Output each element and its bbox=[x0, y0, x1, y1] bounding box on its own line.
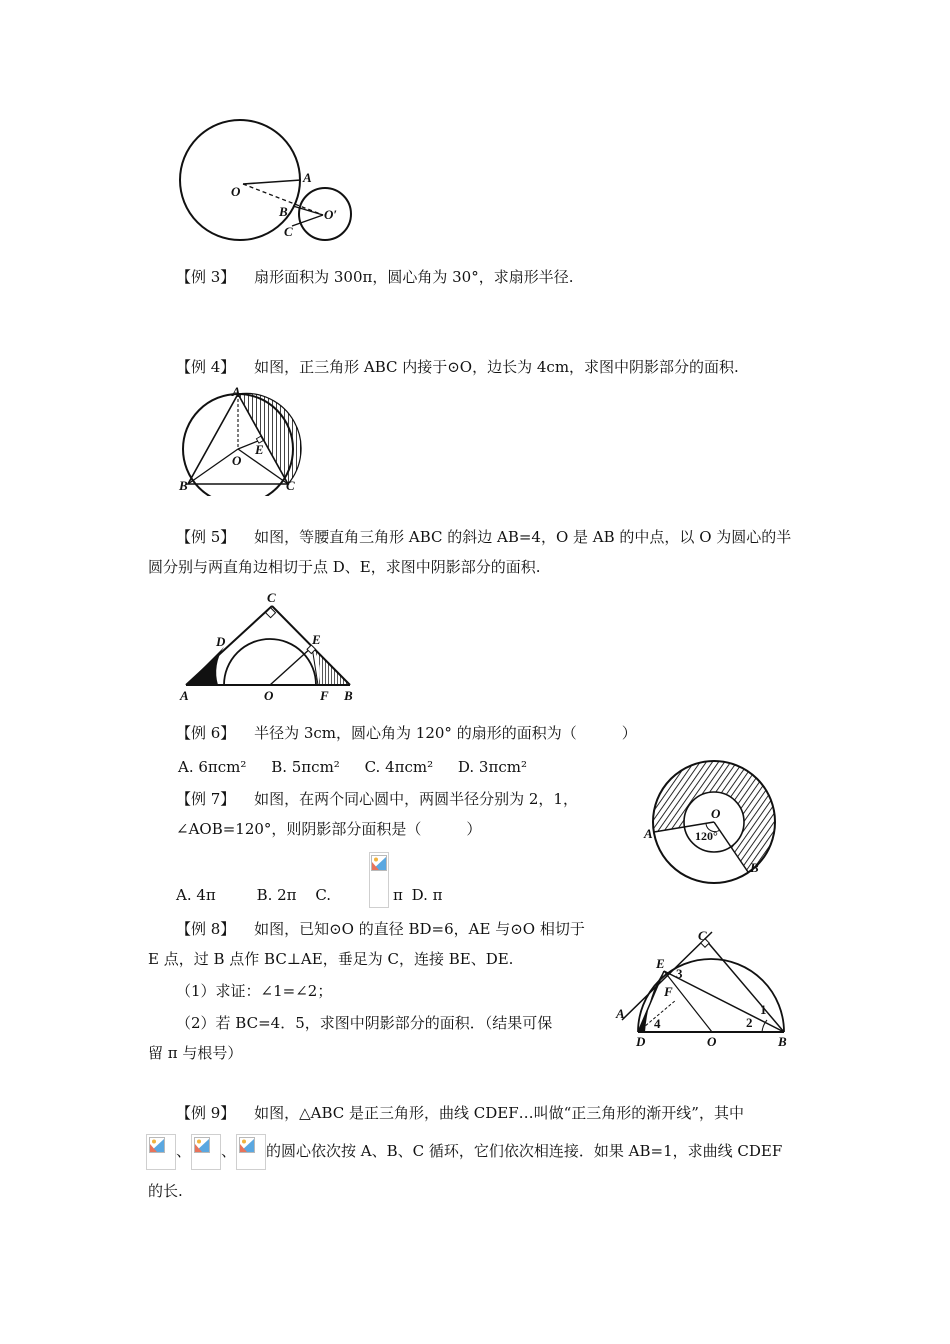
label-f: F bbox=[320, 688, 329, 703]
example-8-text-1: 如图，已知⊙O 的直径 BD=6，AE 与⊙O 相切于 bbox=[254, 920, 585, 938]
example-5-line2: 圆分别与两直角边相切于点 D、E，求图中阴影部分的面积. bbox=[148, 558, 541, 576]
arc-formula-image-3 bbox=[236, 1134, 266, 1170]
figure-right-triangle-semicircle bbox=[172, 590, 367, 705]
label-o: O bbox=[231, 184, 241, 199]
arc-formula-image-2 bbox=[191, 1134, 221, 1170]
option-a: A. 4π bbox=[176, 886, 216, 904]
example-8-line2: E 点，过 B 点作 BC⊥AE，垂足为 C，连接 BE、DE. bbox=[148, 950, 514, 968]
label-e: E bbox=[656, 956, 665, 971]
option-d: D. π bbox=[411, 886, 443, 904]
example-4-tag: 【例 4】 bbox=[176, 358, 236, 376]
example-3-text: 扇形面积为 300π，圆心角为 30°，求扇形半径. bbox=[254, 268, 574, 286]
label-f: F bbox=[664, 984, 673, 999]
broken-image-icon bbox=[239, 1137, 255, 1153]
example-9-tag: 【例 9】 bbox=[176, 1104, 236, 1122]
example-6 bbox=[176, 722, 637, 744]
option-c: C. bbox=[315, 886, 332, 904]
example-5-tag: 【例 5】 bbox=[176, 528, 236, 546]
option-b: B. 2π bbox=[256, 886, 297, 904]
label-c: C bbox=[286, 478, 295, 493]
label-a: A bbox=[644, 826, 653, 841]
example-8-tag: 【例 8】 bbox=[176, 920, 236, 938]
label-angle-3: 3 bbox=[676, 966, 683, 981]
figure-inscribed-triangle bbox=[172, 386, 307, 496]
example-7-line1 bbox=[176, 788, 578, 810]
example-9-line1 bbox=[176, 1102, 744, 1124]
example-6-text: 半径为 3cm，圆心角为 120° 的扇形的面积为（ ） bbox=[254, 724, 637, 742]
example-8-q2b: 留 π 与根号） bbox=[148, 1044, 243, 1062]
label-e: E bbox=[312, 632, 321, 647]
example-5-text-1: 如图，等腰直角三角形 ABC 的斜边 AB=4，O 是 AB 的中点，以 O 为圆心的半 bbox=[254, 528, 792, 546]
example-7-line2: ∠AOB=120°，则阴影部分面积是（ ） bbox=[176, 820, 482, 838]
label-a: A bbox=[180, 688, 189, 703]
label-o-prime: O′ bbox=[324, 207, 338, 222]
label-a: A bbox=[616, 1006, 625, 1021]
option-d: D. 3πcm² bbox=[457, 758, 527, 776]
example-8-q2: （2）若 BC=4．5，求图中阴影部分的面积．（结果可保 bbox=[176, 1014, 553, 1032]
label-o: O bbox=[264, 688, 274, 703]
label-b: B bbox=[179, 478, 188, 493]
label-a: A bbox=[303, 170, 312, 185]
label-e: E bbox=[255, 442, 264, 457]
example-4-text: 如图，正三角形 ABC 内接于⊙O，边长为 4cm，求图中阴影部分的面积. bbox=[254, 358, 739, 376]
label-angle-4: 4 bbox=[654, 1016, 661, 1031]
label-angle-1: 1 bbox=[760, 1002, 767, 1017]
label-b: B bbox=[750, 860, 759, 875]
separator-1: 、 bbox=[176, 1142, 192, 1160]
broken-image-icon bbox=[371, 855, 387, 871]
figure-tangent-semicircle bbox=[612, 928, 797, 1048]
label-d: D bbox=[216, 634, 226, 649]
label-o: O bbox=[232, 453, 242, 468]
separator-2: 、 bbox=[221, 1142, 237, 1160]
example-8-q1: （1）求证：∠1=∠2； bbox=[176, 982, 333, 1000]
label-b: B bbox=[344, 688, 353, 703]
label-b: B bbox=[279, 204, 288, 219]
example-9-text-1: 如图，△ABC 是正三角形，曲线 CDEF…叫做“正三角形的渐开线”，其中 bbox=[254, 1104, 744, 1122]
example-3 bbox=[176, 266, 573, 288]
example-5-line1 bbox=[176, 526, 791, 548]
example-9-line2 bbox=[146, 1132, 782, 1170]
option-a: A. 6πcm² bbox=[178, 758, 247, 776]
label-c: C bbox=[267, 590, 276, 605]
option-c-pi: π bbox=[393, 886, 403, 904]
label-d: D bbox=[636, 1034, 646, 1048]
example-7-options-tail bbox=[393, 884, 443, 906]
label-c: C bbox=[698, 928, 707, 943]
label-o: O bbox=[707, 1034, 717, 1048]
example-6-options bbox=[178, 756, 527, 778]
broken-image-icon bbox=[149, 1137, 165, 1153]
example-9-line3: 的长. bbox=[148, 1182, 183, 1200]
example-7-options bbox=[176, 884, 331, 906]
example-7-text-1: 如图，在两个同心圆中，两圆半径分别为 2，1， bbox=[254, 790, 578, 808]
label-a: A bbox=[232, 386, 241, 399]
example-8-line1 bbox=[176, 918, 585, 940]
option-c-formula-image bbox=[369, 852, 389, 908]
option-b: B. 5πcm² bbox=[271, 758, 340, 776]
example-3-tag: 【例 3】 bbox=[176, 268, 236, 286]
broken-image-icon bbox=[194, 1137, 210, 1153]
example-7-tag: 【例 7】 bbox=[176, 790, 236, 808]
figure-two-circles bbox=[175, 118, 365, 248]
arc-formula-image-1 bbox=[146, 1134, 176, 1170]
label-angle: 120° bbox=[695, 829, 718, 843]
option-c: C. 4πcm² bbox=[364, 758, 434, 776]
label-angle-2: 2 bbox=[746, 1015, 753, 1030]
label-c: C bbox=[284, 224, 293, 239]
example-6-tag: 【例 6】 bbox=[176, 724, 236, 742]
label-b: B bbox=[778, 1034, 787, 1048]
example-4 bbox=[176, 356, 739, 378]
example-9-text-2: 的圆心依次按 A、B、C 循环，它们依次相连接．如果 AB=1，求曲线 CDEF bbox=[266, 1142, 783, 1160]
figure-concentric-circles bbox=[640, 760, 780, 885]
label-o: O bbox=[711, 806, 721, 821]
